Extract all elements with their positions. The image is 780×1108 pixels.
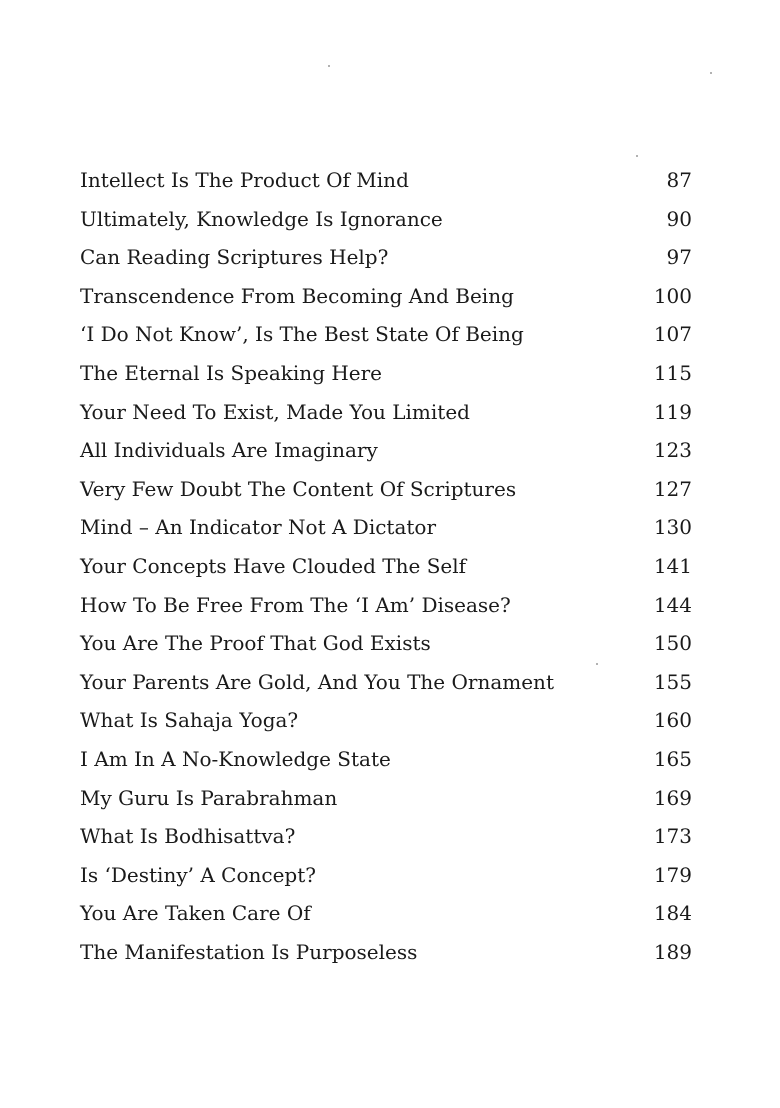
toc-entry-page-number: 141 <box>653 553 692 578</box>
toc-entry <box>80 586 692 625</box>
toc-entry-page-number: 97 <box>666 245 692 270</box>
toc-entry-title: Is ‘Destiny’ A Concept? <box>80 862 316 887</box>
toc-entry-title: Mind – An Indicator Not A Dictator <box>80 515 437 540</box>
toc-entry-title: My Guru Is Parabrahman <box>80 785 338 810</box>
toc-entry-page-number: 179 <box>653 862 692 887</box>
toc-entry-page-number: 123 <box>653 438 692 463</box>
toc-entry <box>80 624 692 663</box>
paper-speck <box>636 155 638 157</box>
toc-entry <box>80 740 692 779</box>
toc-entry <box>80 663 692 702</box>
toc-entry <box>80 161 692 200</box>
toc-entry-title: Your Concepts Have Clouded The Self <box>80 553 467 578</box>
toc-entry-page-number: 165 <box>653 746 692 771</box>
toc-entry <box>80 701 692 740</box>
toc-entry-page-number: 127 <box>653 476 692 501</box>
toc-entry-title: ‘I Do Not Know’, Is The Best State Of Being <box>80 322 524 347</box>
toc-entry <box>80 200 692 239</box>
toc-entry-page-number: 160 <box>653 708 692 733</box>
toc-entry <box>80 277 692 316</box>
toc-entry <box>80 393 692 432</box>
toc-entry-title: The Manifestation Is Purposeless <box>80 939 418 964</box>
toc-entry-page-number: 169 <box>653 785 692 810</box>
toc-entry-page-number: 130 <box>653 515 692 540</box>
toc-entry-page-number: 119 <box>653 399 692 424</box>
toc-entry <box>80 547 692 586</box>
toc-entry <box>80 933 692 972</box>
toc-entry <box>80 315 692 354</box>
toc-entry-title: All Individuals Are Imaginary <box>80 438 378 463</box>
toc-entry <box>80 856 692 895</box>
toc-entry-page-number: 144 <box>653 592 692 617</box>
toc-entry-title: Intellect Is The Product Of Mind <box>80 168 409 192</box>
toc-entry <box>80 894 692 933</box>
toc-entry-page-number: 115 <box>653 360 692 385</box>
toc-entry-page-number: 155 <box>653 669 692 694</box>
toc-entry-page-number: 189 <box>653 939 692 964</box>
toc-entry-title: Your Parents Are Gold, And You The Ornament <box>80 669 554 694</box>
toc-entry-title: The Eternal Is Speaking Here <box>80 360 383 385</box>
toc-entry-title: What Is Sahaja Yoga? <box>80 708 299 733</box>
table-of-contents <box>80 161 692 971</box>
toc-entry-title: Your Need To Exist, Made You Limited <box>80 399 470 424</box>
toc-entry <box>80 817 692 856</box>
toc-entry-title: Transcendence From Becoming And Being <box>80 283 514 308</box>
toc-entry-title: You Are The Proof That God Exists <box>80 631 431 656</box>
paper-speck <box>710 72 712 74</box>
toc-entry <box>80 470 692 509</box>
toc-entry-page-number: 150 <box>653 631 692 656</box>
toc-entry <box>80 508 692 547</box>
toc-entry <box>80 779 692 818</box>
toc-entry-title: Ultimately, Knowledge Is Ignorance <box>80 206 443 231</box>
toc-entry-title: Can Reading Scriptures Help? <box>80 245 389 270</box>
toc-entry-page-number: 100 <box>653 283 692 308</box>
toc-entry-page-number: 173 <box>653 824 692 849</box>
toc-entry-page-number: 184 <box>653 901 692 926</box>
paper-speck <box>328 65 330 67</box>
toc-entry-page-number: 107 <box>653 322 692 347</box>
toc-entry-page-number: 90 <box>666 206 692 231</box>
toc-entry-title: How To Be Free From The ‘I Am’ Disease? <box>80 592 511 617</box>
toc-entry-title: I Am In A No-Knowledge State <box>80 746 391 771</box>
toc-entry-title: You Are Taken Care Of <box>80 901 311 926</box>
toc-entry-page-number: 87 <box>666 168 692 192</box>
toc-entry-title: What Is Bodhisattva? <box>80 824 296 849</box>
toc-entry <box>80 431 692 470</box>
toc-entry <box>80 238 692 277</box>
toc-entry-title: Very Few Doubt The Content Of Scriptures <box>80 476 517 501</box>
toc-entry <box>80 354 692 393</box>
